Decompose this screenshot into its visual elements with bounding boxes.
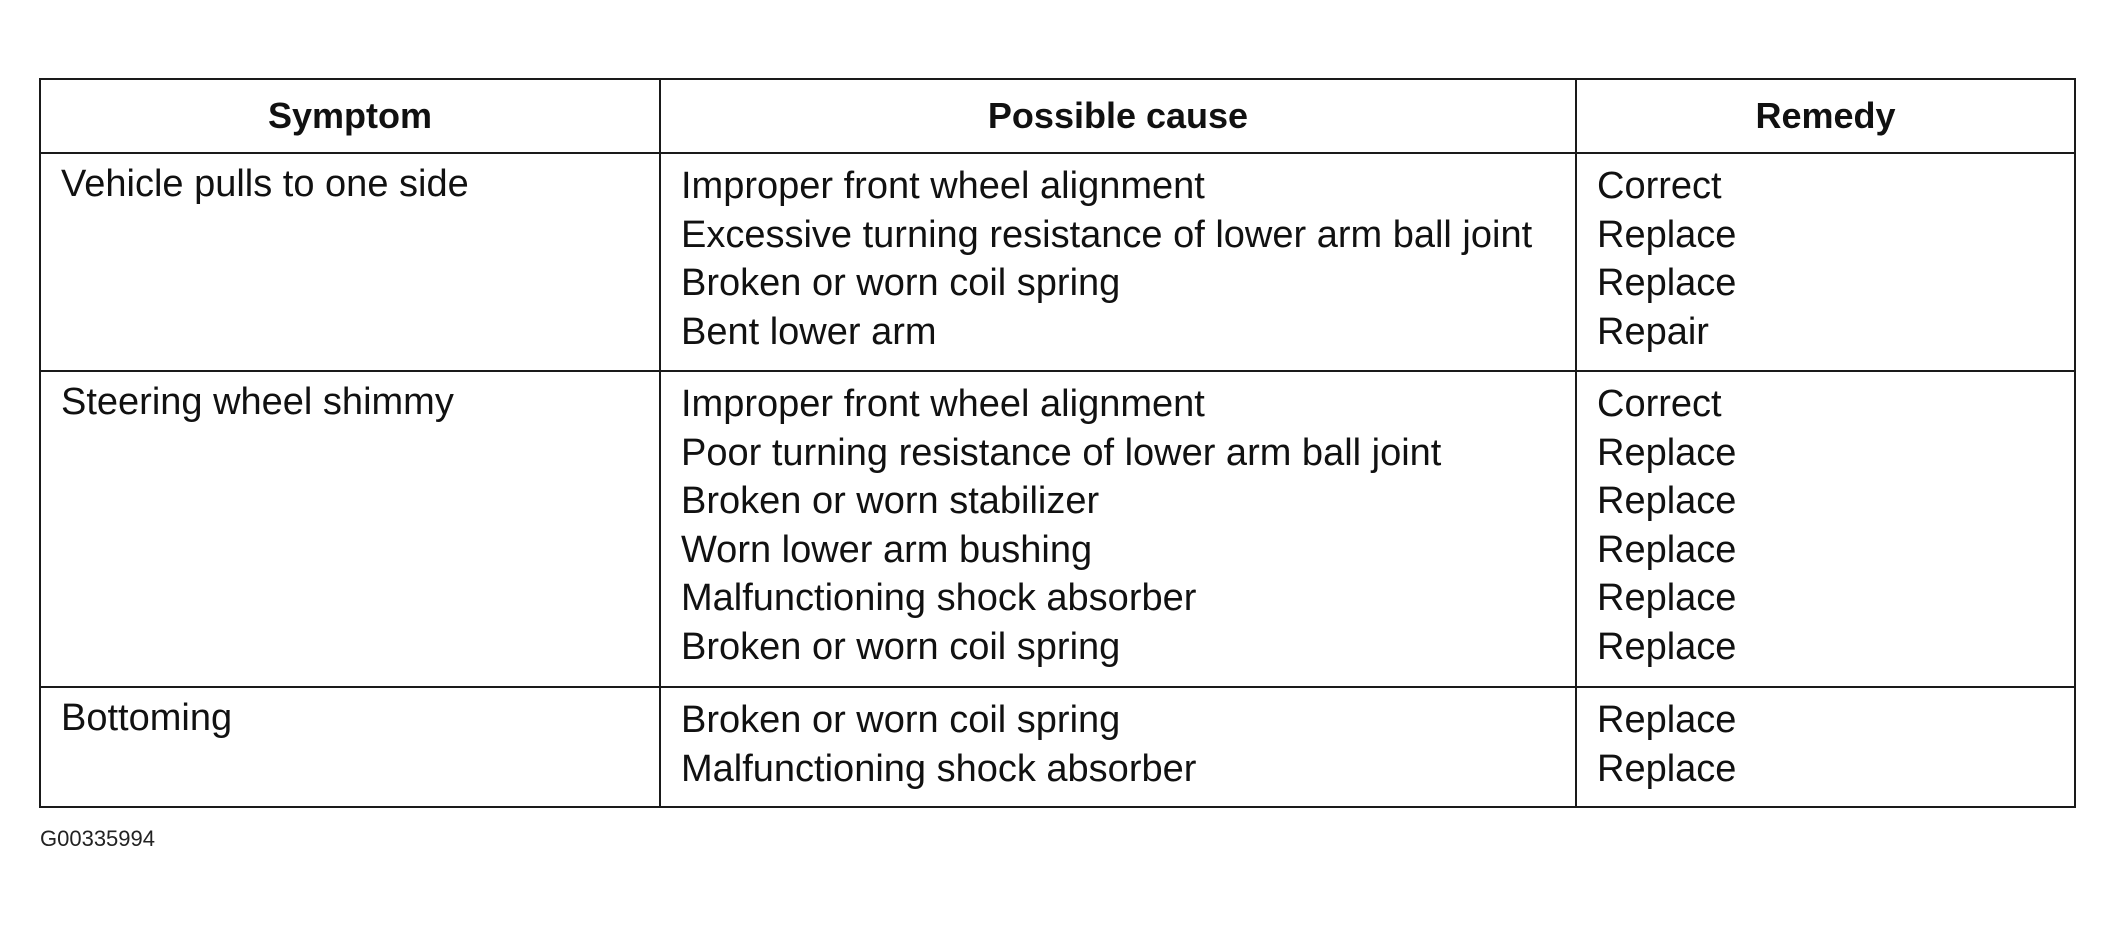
remedy-item: Replace	[1597, 747, 1737, 790]
remedy-item: Correct	[1597, 383, 1722, 425]
cause-cell	[660, 687, 1576, 807]
symptom-text: Steering wheel shimmy	[61, 381, 454, 423]
remedy-item: Replace	[1597, 431, 1737, 474]
cause-item: Malfunctioning shock absorber	[681, 747, 1197, 790]
remedy-item: Replace	[1597, 213, 1737, 256]
cause-item: Worn lower arm bushing	[681, 528, 1093, 571]
header-possible-cause: Possible cause	[660, 79, 1576, 153]
cause-item: Broken or worn stabilizer	[681, 480, 1100, 522]
cause-item: Poor turning resistance of lower arm ball joint	[681, 431, 1442, 474]
table-row	[40, 687, 2075, 807]
symptom-cell	[40, 153, 660, 371]
remedy-cell	[1576, 153, 2075, 371]
cause-item: Bent lower arm	[681, 310, 937, 353]
table-row	[40, 371, 2075, 687]
cause-cell	[660, 153, 1576, 371]
remedy-item: Repair	[1597, 310, 1709, 353]
remedy-item: Replace	[1597, 699, 1737, 741]
symptom-text: Vehicle pulls to one side	[61, 163, 469, 205]
header-symptom: Symptom	[40, 79, 660, 153]
figure-code: G00335994	[40, 826, 155, 851]
cause-item: Improper front wheel alignment	[681, 383, 1205, 425]
cause-cell	[660, 371, 1576, 687]
remedy-item: Correct	[1597, 165, 1722, 207]
cause-item: Broken or worn coil spring	[681, 262, 1121, 304]
symptom-text: Bottoming	[61, 697, 233, 739]
remedy-item: Replace	[1597, 480, 1737, 522]
remedy-item: Replace	[1597, 528, 1737, 571]
cause-item: Improper front wheel alignment	[681, 165, 1205, 207]
remedy-item: Replace	[1597, 625, 1737, 668]
symptom-cell	[40, 687, 660, 807]
remedy-item: Replace	[1597, 262, 1737, 304]
table-header-row	[40, 79, 2075, 153]
header-remedy: Remedy	[1576, 79, 2075, 153]
remedy-cell	[1576, 371, 2075, 687]
cause-item: Excessive turning resistance of lower arm ball joint	[681, 213, 1533, 256]
cause-item: Broken or worn coil spring	[681, 625, 1121, 668]
remedy-item: Replace	[1597, 577, 1737, 619]
cause-item: Broken or worn coil spring	[681, 699, 1121, 741]
symptom-cell	[40, 371, 660, 687]
cause-item: Malfunctioning shock absorber	[681, 577, 1197, 619]
troubleshooting-table	[39, 78, 2076, 808]
remedy-cell	[1576, 687, 2075, 807]
table-row	[40, 153, 2075, 371]
